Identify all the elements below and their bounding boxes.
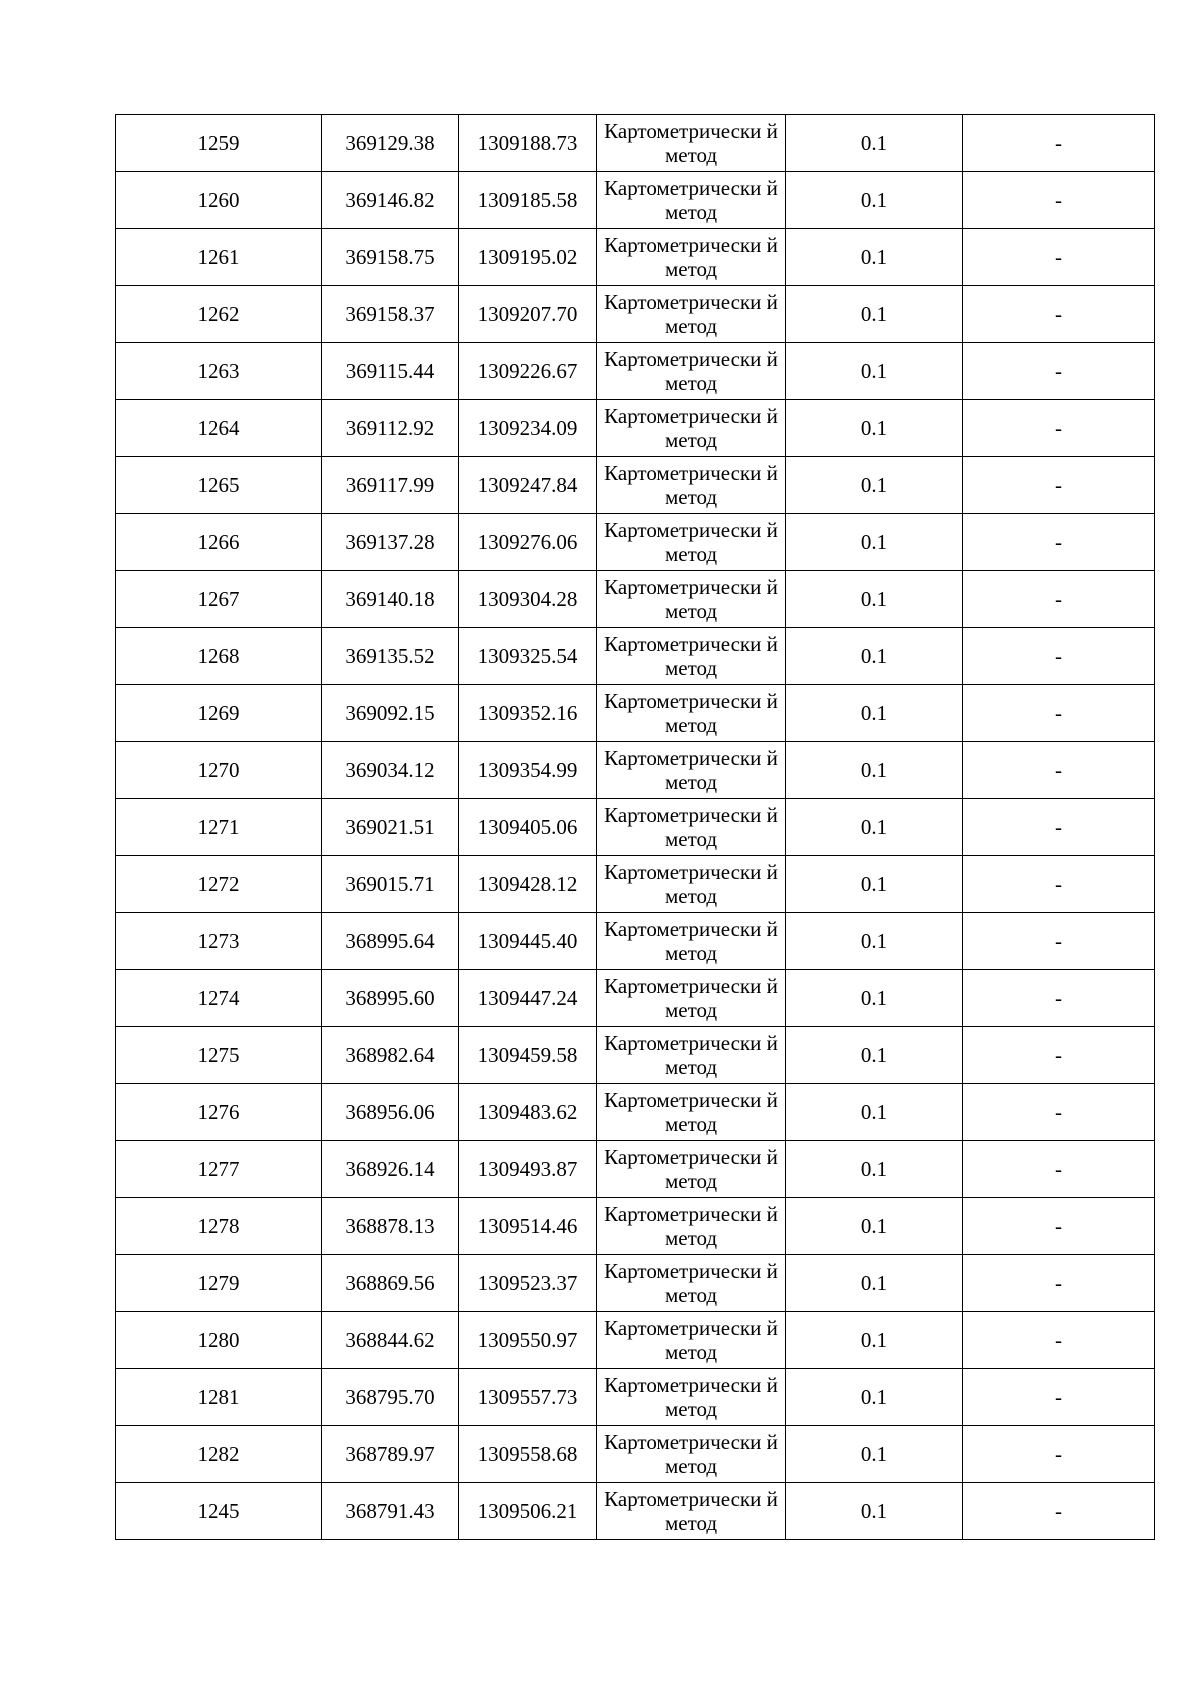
y-coordinate-cell: 1309514.46 <box>459 1198 597 1255</box>
y-coordinate-cell: 1309459.58 <box>459 1027 597 1084</box>
y-coordinate-cell: 1309325.54 <box>459 628 597 685</box>
table-row <box>116 229 1155 286</box>
y-coordinate-cell: 1309493.87 <box>459 1141 597 1198</box>
y-coordinate-cell: 1309523.37 <box>459 1255 597 1312</box>
method-cell: Картометрически й метод <box>597 1027 786 1084</box>
table-row <box>116 1027 1155 1084</box>
x-coordinate-cell: 368791.43 <box>322 1483 459 1540</box>
note-cell: - <box>963 799 1155 856</box>
y-coordinate-cell: 1309185.58 <box>459 172 597 229</box>
point-number-cell: 1262 <box>116 286 322 343</box>
note-cell: - <box>963 1312 1155 1369</box>
method-cell: Картометрически й метод <box>597 1255 786 1312</box>
table-row <box>116 286 1155 343</box>
accuracy-cell: 0.1 <box>786 1369 963 1426</box>
table-row <box>116 742 1155 799</box>
accuracy-cell: 0.1 <box>786 457 963 514</box>
accuracy-cell: 0.1 <box>786 343 963 400</box>
accuracy-cell: 0.1 <box>786 913 963 970</box>
table-row <box>116 1141 1155 1198</box>
method-cell: Картометрически й метод <box>597 172 786 229</box>
note-cell: - <box>963 343 1155 400</box>
x-coordinate-cell: 368995.64 <box>322 913 459 970</box>
y-coordinate-cell: 1309247.84 <box>459 457 597 514</box>
y-coordinate-cell: 1309188.73 <box>459 115 597 172</box>
method-cell: Картометрически й метод <box>597 457 786 514</box>
method-cell: Картометрически й метод <box>597 742 786 799</box>
table-row <box>116 1483 1155 1540</box>
accuracy-cell: 0.1 <box>786 628 963 685</box>
point-number-cell: 1266 <box>116 514 322 571</box>
y-coordinate-cell: 1309506.21 <box>459 1483 597 1540</box>
note-cell: - <box>963 514 1155 571</box>
point-number-cell: 1282 <box>116 1426 322 1483</box>
note-cell: - <box>963 913 1155 970</box>
note-cell: - <box>963 742 1155 799</box>
x-coordinate-cell: 369140.18 <box>322 571 459 628</box>
note-cell: - <box>963 1255 1155 1312</box>
accuracy-cell: 0.1 <box>786 1198 963 1255</box>
table-row <box>116 571 1155 628</box>
accuracy-cell: 0.1 <box>786 115 963 172</box>
note-cell: - <box>963 229 1155 286</box>
table-row <box>116 685 1155 742</box>
method-cell: Картометрически й метод <box>597 343 786 400</box>
accuracy-cell: 0.1 <box>786 229 963 286</box>
point-number-cell: 1277 <box>116 1141 322 1198</box>
y-coordinate-cell: 1309207.70 <box>459 286 597 343</box>
note-cell: - <box>963 286 1155 343</box>
point-number-cell: 1272 <box>116 856 322 913</box>
x-coordinate-cell: 369092.15 <box>322 685 459 742</box>
method-cell: Картометрически й метод <box>597 1084 786 1141</box>
method-cell: Картометрически й метод <box>597 970 786 1027</box>
y-coordinate-cell: 1309550.97 <box>459 1312 597 1369</box>
accuracy-cell: 0.1 <box>786 1084 963 1141</box>
y-coordinate-cell: 1309276.06 <box>459 514 597 571</box>
accuracy-cell: 0.1 <box>786 172 963 229</box>
table-row <box>116 514 1155 571</box>
accuracy-cell: 0.1 <box>786 400 963 457</box>
accuracy-cell: 0.1 <box>786 685 963 742</box>
accuracy-cell: 0.1 <box>786 799 963 856</box>
accuracy-cell: 0.1 <box>786 1426 963 1483</box>
point-number-cell: 1263 <box>116 343 322 400</box>
method-cell: Картометрически й метод <box>597 856 786 913</box>
x-coordinate-cell: 369115.44 <box>322 343 459 400</box>
x-coordinate-cell: 369015.71 <box>322 856 459 913</box>
x-coordinate-cell: 368982.64 <box>322 1027 459 1084</box>
method-cell: Картометрически й метод <box>597 514 786 571</box>
point-number-cell: 1274 <box>116 970 322 1027</box>
note-cell: - <box>963 457 1155 514</box>
table-row <box>116 343 1155 400</box>
x-coordinate-cell: 369158.37 <box>322 286 459 343</box>
x-coordinate-cell: 368995.60 <box>322 970 459 1027</box>
note-cell: - <box>963 1198 1155 1255</box>
table-row <box>116 856 1155 913</box>
note-cell: - <box>963 172 1155 229</box>
x-coordinate-cell: 368926.14 <box>322 1141 459 1198</box>
table-row <box>116 799 1155 856</box>
x-coordinate-cell: 368844.62 <box>322 1312 459 1369</box>
point-number-cell: 1273 <box>116 913 322 970</box>
y-coordinate-cell: 1309558.68 <box>459 1426 597 1483</box>
point-number-cell: 1280 <box>116 1312 322 1369</box>
table-row <box>116 1369 1155 1426</box>
method-cell: Картометрически й метод <box>597 1198 786 1255</box>
method-cell: Картометрически й метод <box>597 913 786 970</box>
method-cell: Картометрически й метод <box>597 1369 786 1426</box>
y-coordinate-cell: 1309557.73 <box>459 1369 597 1426</box>
table-row <box>116 457 1155 514</box>
y-coordinate-cell: 1309354.99 <box>459 742 597 799</box>
table-row <box>116 1084 1155 1141</box>
note-cell: - <box>963 1141 1155 1198</box>
method-cell: Картометрически й метод <box>597 1141 786 1198</box>
note-cell: - <box>963 970 1155 1027</box>
x-coordinate-cell: 368795.70 <box>322 1369 459 1426</box>
accuracy-cell: 0.1 <box>786 742 963 799</box>
note-cell: - <box>963 1426 1155 1483</box>
method-cell: Картометрически й метод <box>597 400 786 457</box>
table-row <box>116 1426 1155 1483</box>
table-row <box>116 1198 1155 1255</box>
x-coordinate-cell: 368878.13 <box>322 1198 459 1255</box>
x-coordinate-cell: 369034.12 <box>322 742 459 799</box>
table-row <box>116 628 1155 685</box>
y-coordinate-cell: 1309447.24 <box>459 970 597 1027</box>
x-coordinate-cell: 369112.92 <box>322 400 459 457</box>
note-cell: - <box>963 1027 1155 1084</box>
table-row <box>116 115 1155 172</box>
accuracy-cell: 0.1 <box>786 1255 963 1312</box>
method-cell: Картометрически й метод <box>597 571 786 628</box>
x-coordinate-cell: 369021.51 <box>322 799 459 856</box>
y-coordinate-cell: 1309445.40 <box>459 913 597 970</box>
x-coordinate-cell: 368789.97 <box>322 1426 459 1483</box>
point-number-cell: 1264 <box>116 400 322 457</box>
point-number-cell: 1269 <box>116 685 322 742</box>
point-number-cell: 1265 <box>116 457 322 514</box>
x-coordinate-cell: 369158.75 <box>322 229 459 286</box>
point-number-cell: 1259 <box>116 115 322 172</box>
point-number-cell: 1261 <box>116 229 322 286</box>
table-row <box>116 1312 1155 1369</box>
point-number-cell: 1279 <box>116 1255 322 1312</box>
point-number-cell: 1278 <box>116 1198 322 1255</box>
point-number-cell: 1275 <box>116 1027 322 1084</box>
method-cell: Картометрически й метод <box>597 1483 786 1540</box>
accuracy-cell: 0.1 <box>786 1483 963 1540</box>
table-row <box>116 172 1155 229</box>
accuracy-cell: 0.1 <box>786 571 963 628</box>
y-coordinate-cell: 1309428.12 <box>459 856 597 913</box>
note-cell: - <box>963 685 1155 742</box>
x-coordinate-cell: 368869.56 <box>322 1255 459 1312</box>
x-coordinate-cell: 369135.52 <box>322 628 459 685</box>
method-cell: Картометрически й метод <box>597 1426 786 1483</box>
note-cell: - <box>963 628 1155 685</box>
x-coordinate-cell: 369137.28 <box>322 514 459 571</box>
method-cell: Картометрически й метод <box>597 229 786 286</box>
table-row <box>116 1255 1155 1312</box>
point-number-cell: 1260 <box>116 172 322 229</box>
y-coordinate-cell: 1309304.28 <box>459 571 597 628</box>
point-number-cell: 1276 <box>116 1084 322 1141</box>
x-coordinate-cell: 369117.99 <box>322 457 459 514</box>
y-coordinate-cell: 1309234.09 <box>459 400 597 457</box>
method-cell: Картометрически й метод <box>597 628 786 685</box>
accuracy-cell: 0.1 <box>786 286 963 343</box>
method-cell: Картометрически й метод <box>597 115 786 172</box>
point-number-cell: 1245 <box>116 1483 322 1540</box>
method-cell: Картометрически й метод <box>597 1312 786 1369</box>
note-cell: - <box>963 571 1155 628</box>
accuracy-cell: 0.1 <box>786 1141 963 1198</box>
note-cell: - <box>963 1483 1155 1540</box>
accuracy-cell: 0.1 <box>786 970 963 1027</box>
note-cell: - <box>963 400 1155 457</box>
y-coordinate-cell: 1309352.16 <box>459 685 597 742</box>
point-number-cell: 1270 <box>116 742 322 799</box>
x-coordinate-cell: 369146.82 <box>322 172 459 229</box>
point-number-cell: 1281 <box>116 1369 322 1426</box>
point-number-cell: 1271 <box>116 799 322 856</box>
note-cell: - <box>963 856 1155 913</box>
coordinates-table <box>115 114 1155 1540</box>
accuracy-cell: 0.1 <box>786 1312 963 1369</box>
method-cell: Картометрически й метод <box>597 685 786 742</box>
method-cell: Картометрически й метод <box>597 286 786 343</box>
table-row <box>116 400 1155 457</box>
y-coordinate-cell: 1309195.02 <box>459 229 597 286</box>
y-coordinate-cell: 1309405.06 <box>459 799 597 856</box>
table-row <box>116 913 1155 970</box>
y-coordinate-cell: 1309226.67 <box>459 343 597 400</box>
x-coordinate-cell: 368956.06 <box>322 1084 459 1141</box>
accuracy-cell: 0.1 <box>786 1027 963 1084</box>
point-number-cell: 1267 <box>116 571 322 628</box>
note-cell: - <box>963 1369 1155 1426</box>
method-cell: Картометрически й метод <box>597 799 786 856</box>
table-row <box>116 970 1155 1027</box>
y-coordinate-cell: 1309483.62 <box>459 1084 597 1141</box>
note-cell: - <box>963 115 1155 172</box>
accuracy-cell: 0.1 <box>786 856 963 913</box>
coordinates-table-body <box>116 115 1155 1540</box>
point-number-cell: 1268 <box>116 628 322 685</box>
x-coordinate-cell: 369129.38 <box>322 115 459 172</box>
note-cell: - <box>963 1084 1155 1141</box>
accuracy-cell: 0.1 <box>786 514 963 571</box>
